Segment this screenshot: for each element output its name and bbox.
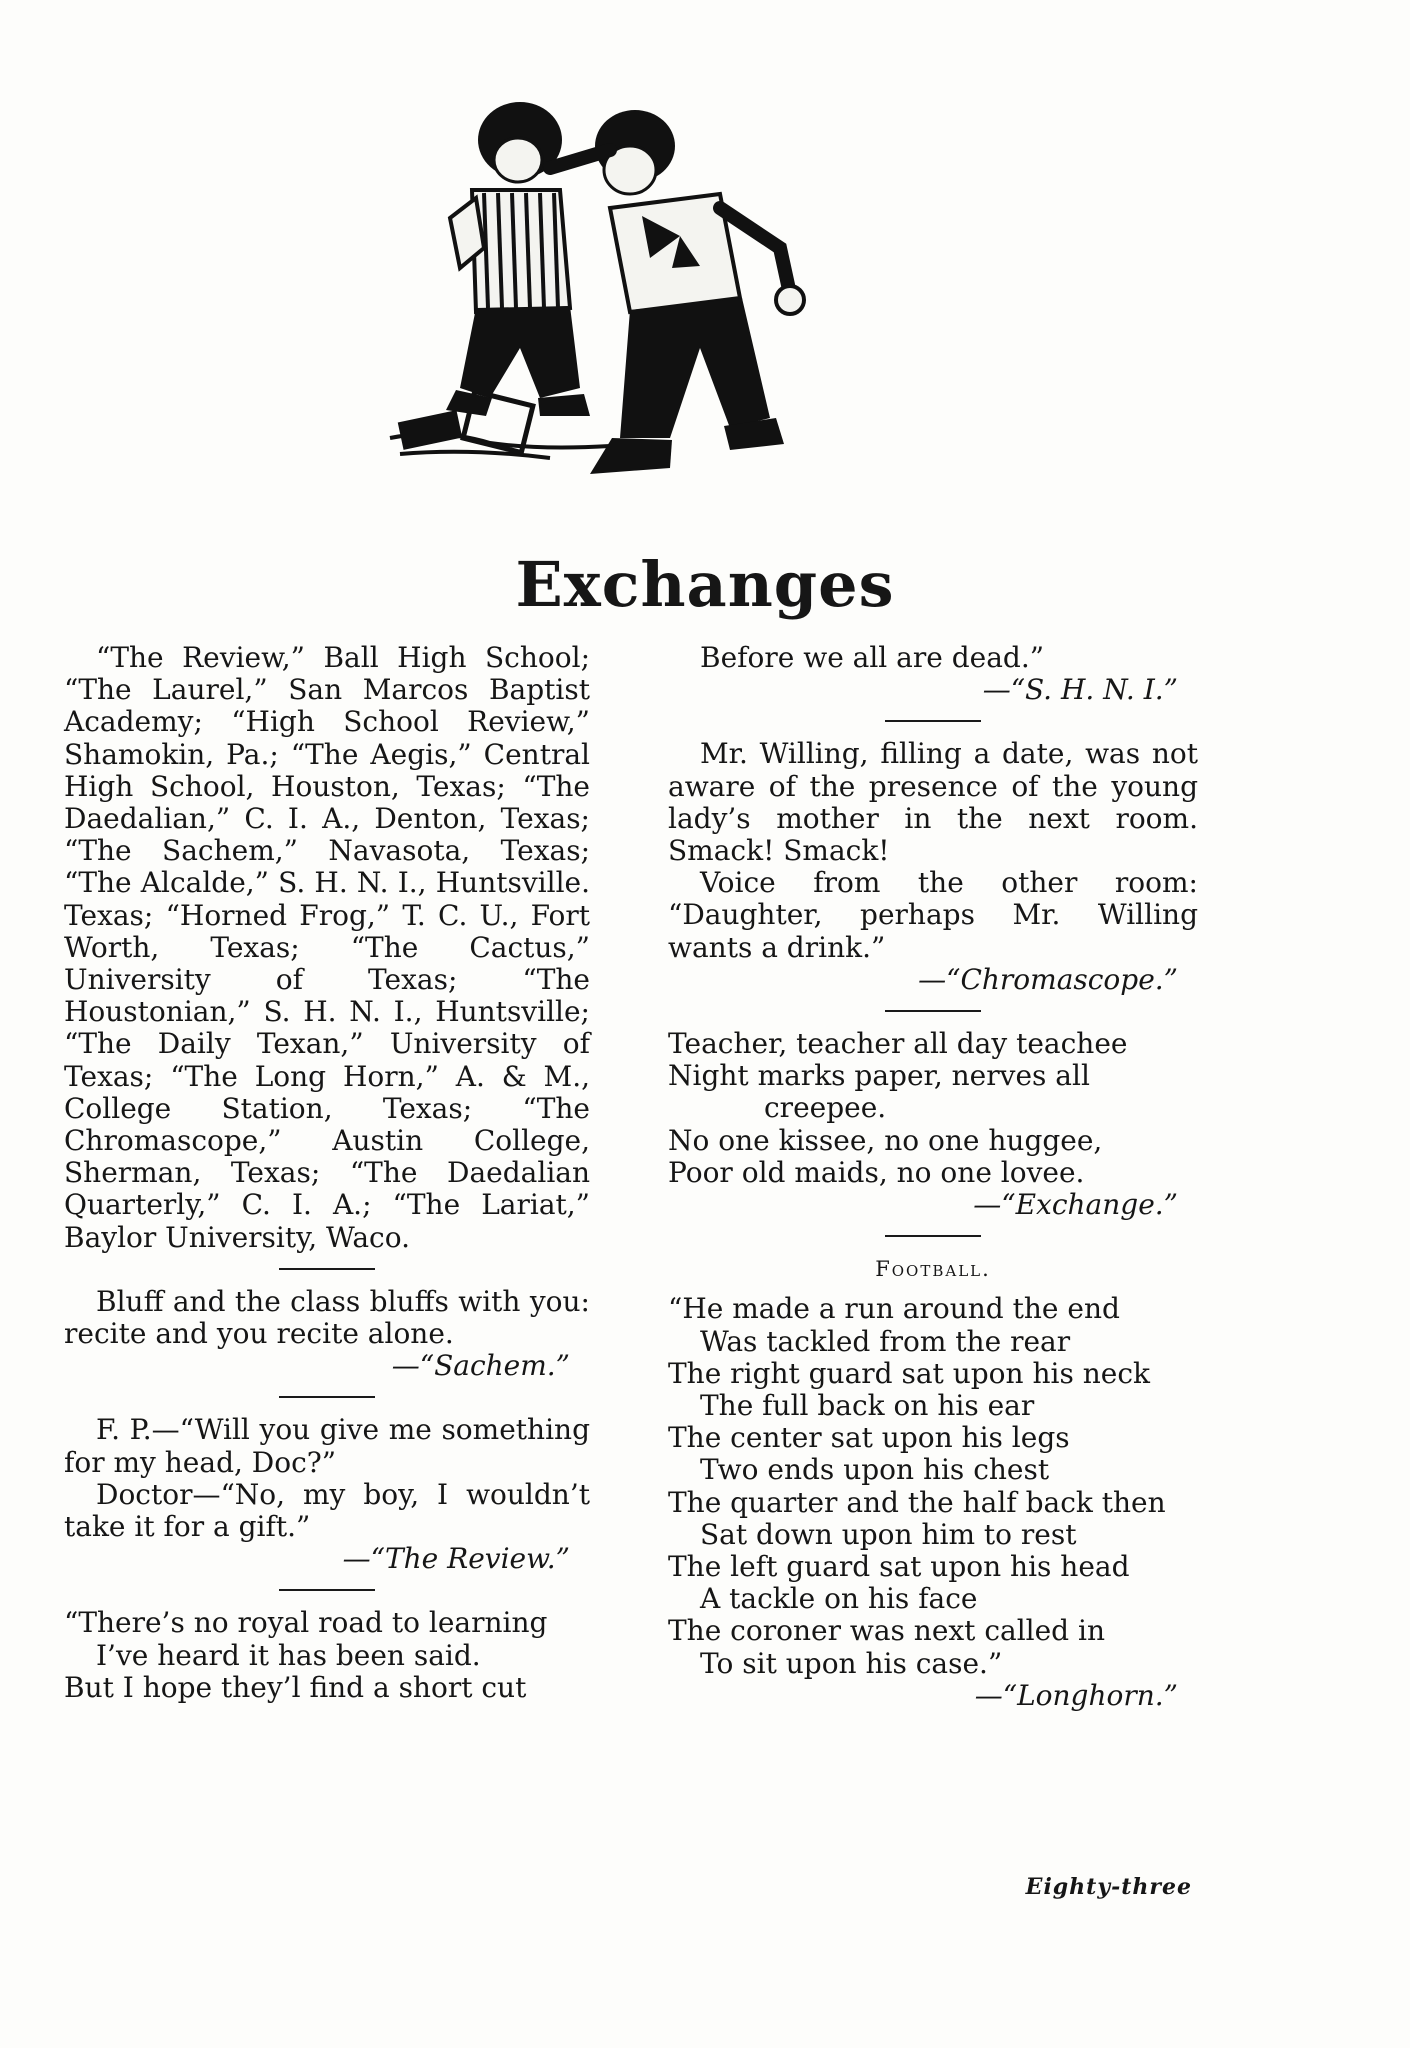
football-verse-line: Sat down upon him to rest xyxy=(700,1517,1077,1551)
page-number: Eighty-three xyxy=(1025,1874,1192,1900)
fp-source: —“The Review.” xyxy=(342,1542,570,1576)
royal-road-verse-line: “There’s no royal road to learning xyxy=(64,1606,548,1640)
football-heading: Football. xyxy=(875,1257,991,1282)
page-title: Exchanges xyxy=(515,548,895,621)
bluff-joke: Bluff and the class bluffs with you: recite and you recite alone. xyxy=(64,1284,590,1351)
section-divider xyxy=(885,720,981,722)
football-verse-line: The full back on his ear xyxy=(700,1389,1035,1423)
royal-road-verse-line: Before we all are dead.” xyxy=(700,641,1045,674)
right-column xyxy=(668,642,1198,1712)
football-verse-line: Was tackled from the rear xyxy=(700,1324,1071,1358)
section-divider xyxy=(279,1589,375,1591)
willing-source: —“Chromascope.” xyxy=(918,962,1178,996)
royal-road-verse-line: I’ve heard it has been said. xyxy=(96,1638,481,1672)
football-verse-line: The center sat upon his legs xyxy=(668,1421,1070,1455)
teacher-verse-line: creepee. xyxy=(764,1091,887,1125)
royal-road-source: —“S. H. N. I.” xyxy=(982,673,1178,707)
football-verse-line: Two ends upon his chest xyxy=(700,1453,1050,1487)
left-column xyxy=(64,642,590,1704)
fp-joke-line: Doctor—“No, my boy, I wouldn’t take it for a gift.” xyxy=(64,1477,590,1544)
football-verse-line: The quarter and the half back then xyxy=(668,1485,1166,1519)
teacher-verse-line: Teacher, teacher all day teachee xyxy=(668,1027,1128,1061)
football-verse-line: A tackle on his face xyxy=(700,1582,978,1616)
bluff-source: —“Sachem.” xyxy=(391,1349,570,1383)
section-divider xyxy=(885,1235,981,1237)
football-verse-line: “He made a run around the end xyxy=(668,1292,1120,1326)
section-divider xyxy=(885,1010,981,1012)
football-verse-line: The left guard sat upon his head xyxy=(668,1550,1130,1584)
section-divider xyxy=(279,1268,375,1270)
two-boys-fighting-icon xyxy=(380,98,850,518)
football-verse-line: To sit upon his case.” xyxy=(700,1646,1003,1680)
exchange-list: “The Review,” Ball High School; “The Laurel,” San Marcos Baptist Academy; “High School Review,” Shamokin, Pa.; “The Aegis,” Central High School, Houston, Texas; “The Daedalian,” C. I. A., Denton, Texas; “The Sachem,” Navasota, Texas; “The Alcalde,” S. H. N. I., Huntsville. Texas; “Horned Frog,” T. C. U., Fort Worth, Texas; “The Cactus,” University of Texas; “The Houstonian,” S. H. N. I., Huntsville; “The Daily Texan,” University of Texas; “The Long Horn,” A. & M., College Station, Texas; “The Chromascope,” Austin College, Sherman, Texas; “The Daedalian Quarterly,” C. I. A.; “The Lariat,” Baylor University, Waco. xyxy=(64,641,590,1254)
teacher-verse-line: Poor old maids, no one lovee. xyxy=(668,1155,1085,1189)
royal-road-verse-line: But I hope they’l find a short cut xyxy=(64,1670,527,1704)
football-verse-line: The coroner was next called in xyxy=(668,1614,1105,1648)
section-divider xyxy=(279,1396,375,1398)
football-source: —“Longhorn.” xyxy=(974,1678,1178,1712)
fp-joke-line: F. P.—“Will you give me something for my head, Doc?” xyxy=(64,1413,590,1479)
football-verse-line: The right guard sat upon his neck xyxy=(668,1356,1150,1390)
teacher-verse-line: Night marks paper, nerves all xyxy=(668,1059,1090,1093)
teacher-verse-line: No one kissee, no one huggee, xyxy=(668,1123,1103,1157)
willing-joke: Voice from the other room: “Daughter, perhaps Mr. Willing wants a drink.” xyxy=(668,866,1198,964)
teacher-source: —“Exchange.” xyxy=(973,1188,1178,1222)
willing-joke: Mr. Willing, filling a date, was not aware of the presence of the young lady’s mother in the next room. Smack! Smack! xyxy=(668,737,1198,868)
